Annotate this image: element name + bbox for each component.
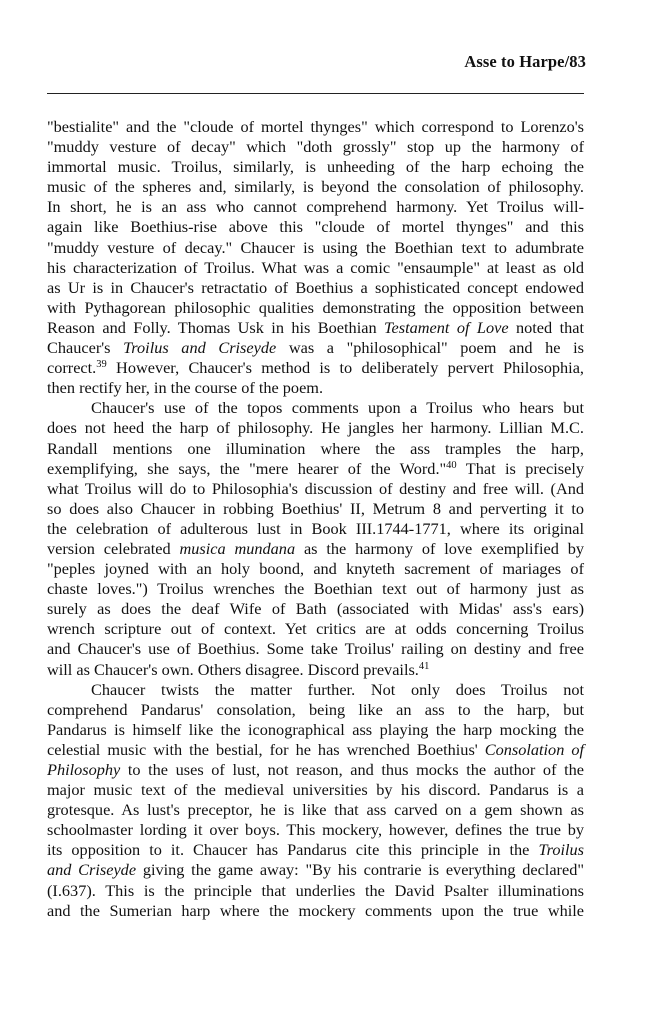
text-segment: surely as does the deaf Wife of Bath (associated with Midas' ass's ears) bbox=[47, 599, 584, 619]
text-line bbox=[47, 358, 584, 378]
text-segment: music of the spheres and, similarly, is beyond the consolation of philosophy. bbox=[47, 177, 584, 197]
footnote-ref: 41 bbox=[418, 660, 430, 672]
italic-text: musica mundana bbox=[179, 538, 296, 558]
text-line bbox=[47, 559, 584, 579]
text-segment: Chaucer's use of the topos comments upon a Troilus who hears but bbox=[91, 398, 584, 418]
text-segment: wrench scripture out of context. Yet critics are at odds concerning Troilus bbox=[47, 619, 584, 639]
text-line bbox=[47, 338, 584, 358]
italic-text: Philosophy bbox=[47, 760, 121, 779]
text-line bbox=[47, 881, 584, 901]
text-line bbox=[47, 499, 584, 519]
text-line bbox=[47, 840, 584, 860]
text-segment: and Chaucer's use of Boethius. Some take Troilus' railing on destiny and free bbox=[47, 639, 584, 659]
text-segment: the celebration of adulterous lust in Book III.1744-1771, where its original bbox=[47, 518, 584, 538]
text-line bbox=[47, 318, 584, 338]
text-line bbox=[47, 800, 584, 820]
text-segment: its opposition to it. Chaucer has Pandarus cite this principle in the bbox=[47, 840, 539, 860]
text-segment: chaste loves.") Troilus wrenches the Boethian text out of harmony just as bbox=[47, 579, 584, 599]
text-line bbox=[47, 278, 584, 298]
text-segment: his characterization of Troilus. What was a comic "ensaumple" at least as old bbox=[47, 257, 584, 277]
italic-text: Troilus bbox=[538, 840, 584, 860]
header-separator: / bbox=[564, 52, 570, 71]
text-segment: will as Chaucer's own. Others disagree. Discord prevails. bbox=[47, 659, 419, 679]
text-segment: giving the game away: "By his contrarie is everything declared" bbox=[136, 860, 584, 880]
text-line bbox=[47, 459, 584, 479]
text-segment: In short, he is an ass who cannot comprehend harmony. Yet Troilus will- bbox=[47, 197, 584, 217]
text-segment: does not heed the harp of philosophy. He jangles her harmony. Lillian M.C. bbox=[47, 418, 584, 438]
text-segment: (I.637). This is the principle that underlies the David Psalter illuminations bbox=[47, 880, 584, 900]
text-line bbox=[47, 901, 584, 921]
text-line bbox=[47, 217, 584, 237]
text-segment: was a "philosophical" poem and he is bbox=[276, 338, 584, 358]
text-line bbox=[47, 418, 584, 438]
footnote-ref: 40 bbox=[446, 459, 457, 471]
running-title: Asse to Harpe bbox=[464, 52, 565, 71]
text-segment: grotesque. As lust's preceptor, he is like that ass carved on a gem shown as bbox=[47, 800, 584, 820]
text-line bbox=[47, 720, 584, 740]
text-segment: again like Boethius-rise above this "cloude of mortel thynges" and this bbox=[47, 217, 584, 237]
text-segment: major music text of the medieval universities by his discord. Pandarus is a bbox=[47, 780, 584, 800]
text-line bbox=[47, 479, 584, 499]
text-segment: comprehend Pandarus' consolation, being like an ass to the harp, but bbox=[47, 699, 584, 719]
page-number: 83 bbox=[569, 52, 586, 71]
text-line bbox=[47, 398, 584, 418]
text-segment: Chaucer's bbox=[47, 338, 124, 358]
text-segment: "muddy vesture of decay" which "doth grossly" stop up the harmony of bbox=[47, 137, 584, 157]
text-line bbox=[47, 378, 584, 398]
text-line bbox=[47, 599, 584, 619]
text-segment: correct. bbox=[47, 358, 97, 378]
header-rule bbox=[47, 93, 584, 94]
text-segment: so does also Chaucer in robbing Boethius' II, Metrum 8 and perverting it to bbox=[47, 498, 584, 518]
text-line bbox=[47, 298, 584, 318]
text-line bbox=[47, 177, 584, 197]
text-line bbox=[47, 700, 584, 720]
text-line bbox=[47, 660, 584, 680]
text-line bbox=[47, 539, 584, 559]
text-line bbox=[47, 680, 584, 700]
italic-text: Troilus and Criseyde bbox=[123, 338, 277, 358]
text-line bbox=[47, 639, 584, 659]
footnote-ref: 39 bbox=[96, 359, 107, 371]
text-segment: version celebrated bbox=[47, 538, 180, 558]
body-text bbox=[47, 117, 584, 921]
text-line bbox=[47, 439, 584, 459]
text-segment: what Troilus will do to Philosophia's discussion of destiny and free will. (And bbox=[47, 478, 584, 498]
text-segment: However, Chaucer's method is to deliberately pervert Philosophia, bbox=[106, 358, 584, 378]
italic-text: and Criseyde bbox=[47, 860, 137, 880]
running-header bbox=[464, 52, 586, 72]
text-segment: "bestialite" and the "cloude of mortel thynges" which correspond to Lorenzo's bbox=[47, 117, 584, 136]
text-segment: immortal music. Troilus, similarly, is unheeding of the harp echoing the bbox=[47, 157, 584, 177]
text-segment: then rectify her, in the course of the poem. bbox=[47, 378, 324, 398]
text-segment: as the harmony of love exemplified by bbox=[295, 538, 585, 558]
text-segment: with Pythagorean philosophic qualities demonstrating the opposition between bbox=[47, 297, 584, 317]
text-line bbox=[47, 740, 584, 760]
text-segment: Randall mentions one illumination where the ass tramples the harp, bbox=[47, 438, 584, 458]
text-segment: as Ur is in Chaucer's retractatio of Boethius a sophisticated concept endowed bbox=[47, 277, 584, 297]
text-line bbox=[47, 760, 584, 780]
text-segment: Chaucer twists the matter further. Not only does Troilus not bbox=[91, 679, 584, 699]
text-line bbox=[47, 258, 584, 278]
text-line bbox=[47, 117, 584, 137]
text-line bbox=[47, 579, 584, 599]
text-line bbox=[47, 197, 584, 217]
text-line bbox=[47, 519, 584, 539]
italic-text: Testament of Love bbox=[384, 317, 509, 337]
text-line bbox=[47, 137, 584, 157]
italic-text: Consolation of bbox=[484, 739, 584, 759]
text-segment: exemplifying, she says, the "mere hearer of the Word." bbox=[47, 458, 447, 478]
text-segment: "peples joyned with an holy boond, and knyteth sacrement of mariages of bbox=[47, 559, 584, 579]
text-segment: and the Sumerian harp where the mockery comments upon the true while bbox=[47, 900, 584, 920]
text-segment: noted that bbox=[508, 317, 584, 337]
text-segment: Reason and Folly. Thomas Usk in his Boethian bbox=[47, 317, 384, 337]
text-line bbox=[47, 860, 584, 880]
text-line bbox=[47, 619, 584, 639]
text-segment: Pandarus is himself like the iconographical ass playing the harp mocking the bbox=[47, 719, 584, 739]
text-segment: "muddy vesture of decay." Chaucer is using the Boethian text to adumbrate bbox=[47, 237, 584, 257]
text-line bbox=[47, 820, 584, 840]
text-segment: schoolmaster lording it over boys. This mockery, however, defines the true by bbox=[47, 820, 584, 840]
text-line bbox=[47, 780, 584, 800]
text-line bbox=[47, 238, 584, 258]
text-segment: celestial music with the bestial, for he has wrenched Boethius' bbox=[47, 739, 485, 759]
text-segment: That is precisely bbox=[456, 458, 584, 478]
text-line bbox=[47, 157, 584, 177]
text-segment: to the uses of lust, not reason, and thus mocks the author of the bbox=[120, 760, 584, 779]
